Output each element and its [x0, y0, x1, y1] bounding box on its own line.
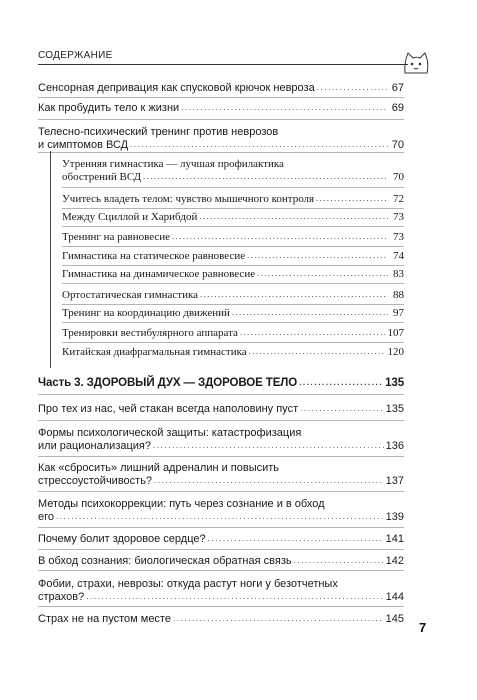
leader-dots [294, 554, 384, 567]
toc-entry [38, 126, 404, 152]
entry-page: 144 [385, 591, 404, 603]
entry-page: 136 [385, 440, 404, 452]
leader-dots [247, 249, 388, 262]
entry-title: Учитесь владеть телом: чувство мышечного контроля [62, 193, 315, 205]
entry-divider [38, 420, 404, 421]
toc-entry [38, 555, 404, 568]
entry-divider [38, 549, 404, 550]
leader-dots [130, 138, 388, 151]
leader-dots [257, 267, 388, 280]
entry-page: 88 [393, 289, 404, 301]
entry-title: Страх не на пустом месте [38, 613, 171, 625]
toc-subentry [62, 327, 404, 340]
entry-divider [62, 226, 404, 227]
entry-title: В обход сознания: биологическая обратная связь [38, 555, 292, 567]
toc-subentry [62, 231, 404, 244]
entry-divider [38, 152, 404, 153]
toc-entry [38, 498, 404, 524]
leader-dots [86, 590, 383, 603]
entry-page: 142 [385, 555, 404, 567]
entry-title: Как пробудить тело к жизни [38, 102, 180, 114]
entry-page: 74 [393, 250, 404, 262]
toc-subentry [62, 211, 404, 224]
entry-title: Почему болит здоровое сердце? [38, 533, 206, 545]
page-number: 7 [419, 620, 427, 635]
entry-page: 107 [387, 327, 404, 339]
leader-dots [316, 192, 388, 205]
entry-title: Телесно-психический тренинг против неврозов [38, 126, 279, 138]
entry-title: Тренинг на равновесие [62, 231, 171, 243]
entry-page: 141 [385, 533, 404, 545]
leader-dots [249, 345, 386, 358]
entry-page: 135 [385, 403, 404, 415]
entry-title: Ортостатическая гимнастика [62, 289, 199, 301]
entry-page: 73 [393, 211, 404, 223]
entry-title: Формы психологической защиты: катастрофизация [38, 427, 302, 439]
leader-dots [56, 510, 384, 523]
leader-dots [173, 612, 384, 625]
entry-title-cont: стрессоустойчивость? [38, 475, 153, 487]
entry-title: Как «сбросить» лишний адреналин и повысить [38, 462, 280, 474]
entry-divider [62, 322, 404, 323]
toc-part-heading [38, 377, 404, 390]
leader-dots [153, 439, 384, 452]
entry-title: Тренинг на координацию движений [62, 307, 230, 319]
entry-divider [62, 304, 404, 305]
entry-title: Методы психокоррекции: путь через сознание и в обход [38, 498, 325, 510]
leader-dots [240, 326, 386, 339]
entry-page: 97 [393, 307, 404, 319]
entry-divider [62, 208, 404, 209]
entry-title: Сенсорная депривация как спусковой крючок невроза [38, 82, 315, 94]
entry-divider [62, 283, 404, 284]
entry-page: 70 [391, 139, 404, 151]
leader-dots [199, 210, 388, 223]
entry-title: Китайская диафрагмальная гимнастика [62, 346, 247, 358]
entry-divider [62, 265, 404, 266]
subsection-bracket [50, 151, 51, 368]
entry-page: 69 [391, 102, 404, 114]
leader-dots [300, 402, 384, 415]
leader-dots [208, 532, 384, 545]
toc-entry [38, 613, 404, 626]
entry-title: Тренировки вестибулярного аппарата [62, 327, 238, 339]
toc-subentry [62, 307, 404, 320]
toc-subentry [62, 158, 404, 184]
entry-page: 67 [391, 82, 404, 94]
entry-title: Между Сциллой и Харибдой [62, 211, 198, 223]
toc-subentry [62, 289, 404, 302]
entry-divider [38, 491, 404, 492]
toc-subentry [62, 250, 404, 263]
entry-title: Фобии, страхи, неврозы: откуда растут ноги у безотчетных [38, 578, 338, 590]
toc-entry [38, 82, 404, 95]
entry-page: 72 [393, 193, 404, 205]
leader-dots [143, 170, 388, 183]
entry-page: 145 [385, 613, 404, 625]
toc-subentry [62, 193, 404, 206]
entry-page: 135 [385, 377, 404, 389]
part-title: Часть 3. ЗДОРОВЫЙ ДУХ — ЗДОРОВОЕ ТЕЛО [38, 377, 298, 389]
entry-divider [38, 570, 404, 571]
leader-dots [181, 101, 388, 114]
entry-divider [62, 246, 404, 247]
leader-dots [317, 81, 388, 94]
entry-divider [38, 456, 404, 457]
entry-title-cont: или рационализация? [38, 440, 151, 452]
toc-subentry [62, 268, 404, 281]
leader-dots [154, 474, 384, 487]
toc-entry [38, 102, 404, 115]
toc-entry [38, 533, 404, 546]
entry-divider [38, 97, 404, 98]
entry-page: 73 [393, 231, 404, 243]
leader-dots [200, 288, 388, 301]
entry-title: Утренняя гимнастика — лучшая профилактика [62, 158, 284, 170]
entry-divider [38, 606, 404, 607]
leader-dots [172, 230, 388, 243]
entry-divider [38, 119, 404, 120]
entry-divider [38, 527, 404, 528]
entry-title-cont: его [38, 511, 55, 523]
toc-entry [38, 427, 404, 453]
entry-page: 139 [385, 511, 404, 523]
toc-entry [38, 403, 404, 416]
entry-page: 83 [393, 268, 404, 280]
entry-divider [62, 342, 404, 343]
running-header: СОДЕРЖАНИЕ [38, 50, 113, 61]
toc-entry [38, 462, 404, 488]
toc-entry [38, 578, 404, 604]
entry-divider [62, 187, 404, 188]
toc-subentry [62, 346, 404, 359]
leader-dots [299, 376, 383, 389]
leader-dots [232, 306, 388, 319]
entry-title-cont: страхов? [38, 591, 85, 603]
entry-title-cont: обострений ВСД [62, 171, 142, 183]
entry-title: Гимнастика на динамическое равновесие [62, 268, 256, 280]
entry-title: Гимнастика на статическое равновесие [62, 250, 246, 262]
entry-page: 70 [393, 171, 404, 183]
entry-title: Про тех из нас, чей стакан всегда наполовину пуст [38, 403, 299, 415]
entry-page: 137 [385, 475, 404, 487]
entry-divider [38, 394, 404, 395]
entry-title-cont: и симптомов ВСД [38, 139, 129, 151]
entry-page: 120 [387, 346, 404, 358]
